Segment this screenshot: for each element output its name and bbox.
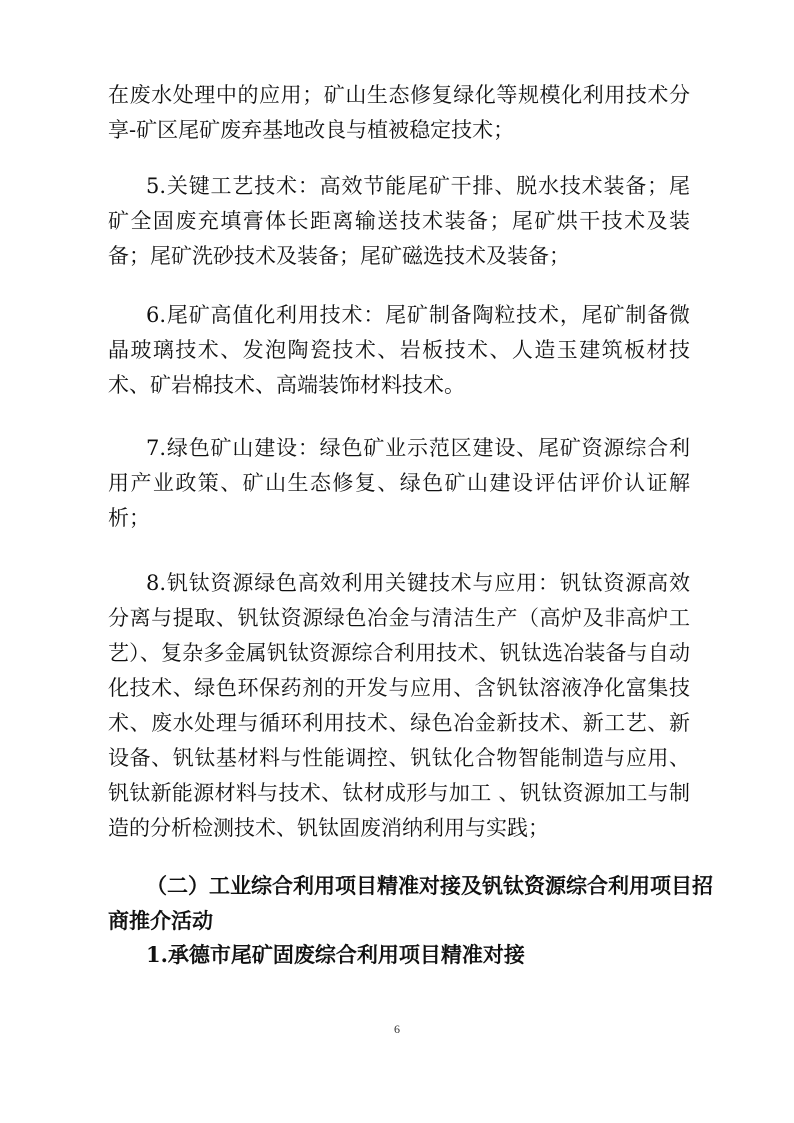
- text-line: 1.承德市尾矿固废综合利用项目精准对接: [146, 942, 525, 967]
- paragraph-item-8: [108, 566, 690, 846]
- section-heading-2: [108, 868, 713, 938]
- text-line: 晶玻璃技术、发泡陶瓷技术、岩板技术、人造玉建筑板材技: [108, 338, 690, 362]
- text-line: 矿全固废充填膏体长距离输送技术装备；尾矿烘干技术及装: [108, 209, 690, 233]
- paragraph-item-7: [108, 431, 690, 536]
- text-line: 化技术、绿色环保药剂的开发与应用、含钒钛溶液净化富集技: [108, 676, 690, 700]
- subsection-heading-1: [108, 937, 690, 972]
- text-line: 设备、钒钛基材料与性能调控、钒钛化合物智能制造与应用、: [108, 746, 690, 770]
- text-line: 析；: [108, 506, 150, 530]
- text-line: 享-矿区尾矿废弃基地改良与植被稳定技术；: [108, 118, 515, 142]
- text-line: 8.钒钛资源绿色高效利用关键技术与应用：钒钛资源高效: [146, 571, 690, 595]
- page-number: 6: [394, 1022, 400, 1036]
- text-line: 造的分析检测技术、钒钛固废消纳利用与实践；: [108, 816, 549, 840]
- text-line: 备；尾矿洗砂技术及装备；尾矿磁选技术及装备；: [108, 244, 570, 268]
- paragraph-item-6: [108, 298, 690, 403]
- paragraph-item-5: [108, 169, 690, 274]
- text-line: 商推介活动: [108, 908, 213, 933]
- paragraph-continuation: [108, 78, 690, 148]
- text-line: 术、矿岩棉技术、高端装饰材料技术。: [108, 373, 465, 397]
- text-line: 7.绿色矿山建设：绿色矿业示范区建设、尾矿资源综合利: [146, 436, 690, 460]
- text-line: 6.尾矿高值化利用技术：尾矿制备陶粒技术，尾矿制备微: [146, 303, 690, 327]
- text-line: 用产业政策、矿山生态修复、绿色矿山建设评估评价认证解: [108, 471, 690, 495]
- text-line: （二）工业综合利用项目精准对接及钒钛资源综合利用项目招: [146, 873, 713, 898]
- text-line: 钒钛新能源材料与技术、钛材成形与加工 、钒钛资源加工与制: [108, 781, 690, 805]
- text-line: 术、废水处理与循环利用技术、绿色冶金新技术、新工艺、新: [108, 711, 690, 735]
- text-line: 艺）、复杂多金属钒钛资源综合利用技术、钒钛选冶装备与自动: [108, 641, 690, 665]
- text-line: 在废水处理中的应用；矿山生态修复绿化等规模化利用技术分: [108, 83, 690, 107]
- text-line: 5.关键工艺技术：高效节能尾矿干排、脱水技术装备；尾: [146, 174, 690, 198]
- text-line: 分离与提取、钒钛资源绿色冶金与清洁生产（高炉及非高炉工: [108, 606, 690, 630]
